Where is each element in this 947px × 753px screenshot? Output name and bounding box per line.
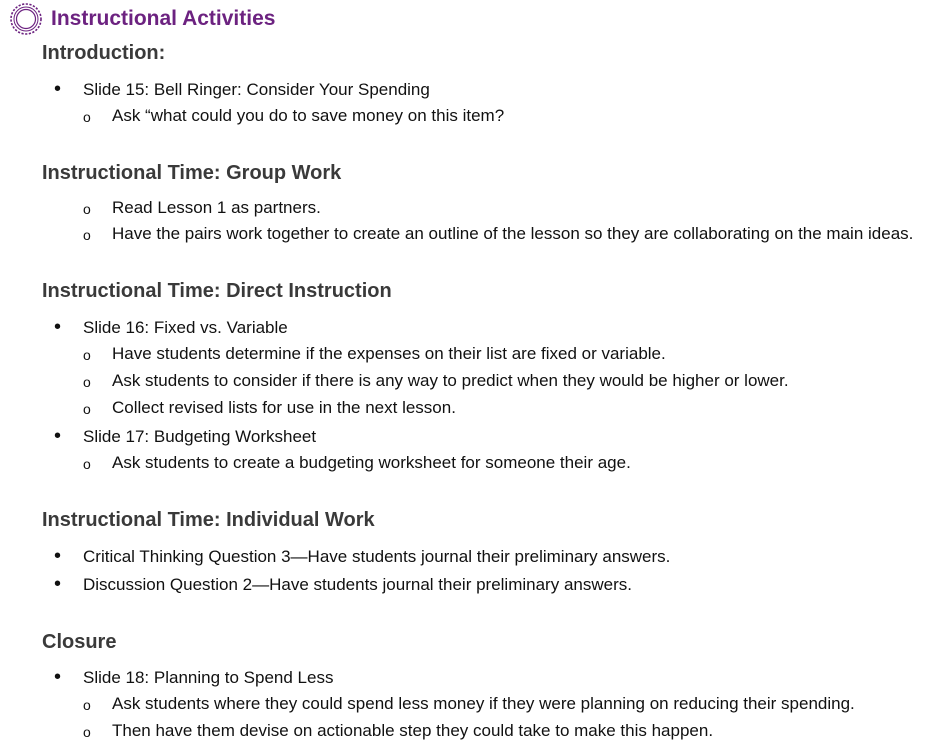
list-item: Slide 15: Bell Ringer: Consider Your Spending [83,80,430,99]
sub-bullet-icon: o [83,374,91,390]
bullet-icon: • [54,545,62,567]
heading-introduction: Introduction: [42,42,166,64]
sub-bullet-icon: o [83,109,91,125]
sub-list-item: Ask students to create a budgeting worksheet for someone their age. [112,453,631,472]
list-item: Slide 18: Planning to Spend Less [83,668,334,687]
bullet-icon: • [54,316,62,338]
bullet-icon: • [54,666,62,688]
bullet-icon: • [54,425,62,447]
sub-list-item: Ask students where they could spend less money if they were planning on reducing their spending. [112,694,855,713]
list-item: Discussion Question 2—Have students journal their preliminary answers. [83,575,632,594]
sub-list-item: Have students determine if the expenses on their list are fixed or variable. [112,344,666,363]
list-item: Slide 16: Fixed vs. Variable [83,318,288,337]
sub-list-item: Ask “what could you do to save money on this item? [112,106,505,125]
heading-closure: Closure [42,631,117,653]
gear-seal-icon [9,2,43,36]
section-header [9,2,275,36]
sub-list-item: Then have them devise on actionable step they could take to make this happen. [112,721,714,740]
bullet-icon: • [54,78,62,100]
list-item: Critical Thinking Question 3—Have students journal their preliminary answers. [83,547,671,566]
sub-bullet-icon: o [83,227,91,243]
sub-bullet-icon: o [83,347,91,363]
sub-bullet-icon: o [83,697,91,713]
sub-bullet-icon: o [83,456,91,472]
heading-direct-instruction: Instructional Time: Direct Instruction [42,280,392,302]
sub-list-item: Ask students to consider if there is any way to predict when they would be higher or lower. [112,371,789,390]
sub-bullet-icon: o [83,201,91,217]
sub-bullet-icon: o [83,401,91,417]
heading-individual-work: Instructional Time: Individual Work [42,509,375,531]
page-title: Instructional Activities [51,7,276,30]
sub-list-item: Have the pairs work together to create an outline of the lesson so they are collaborating on the main ideas. [112,224,914,243]
sub-bullet-icon: o [83,724,91,740]
sub-list-item: Collect revised lists for use in the next lesson. [112,398,456,417]
heading-group-work: Instructional Time: Group Work [42,162,342,184]
list-item: Slide 17: Budgeting Worksheet [83,427,317,446]
bullet-icon: • [54,573,62,595]
sub-list-item: Read Lesson 1 as partners. [112,198,321,217]
